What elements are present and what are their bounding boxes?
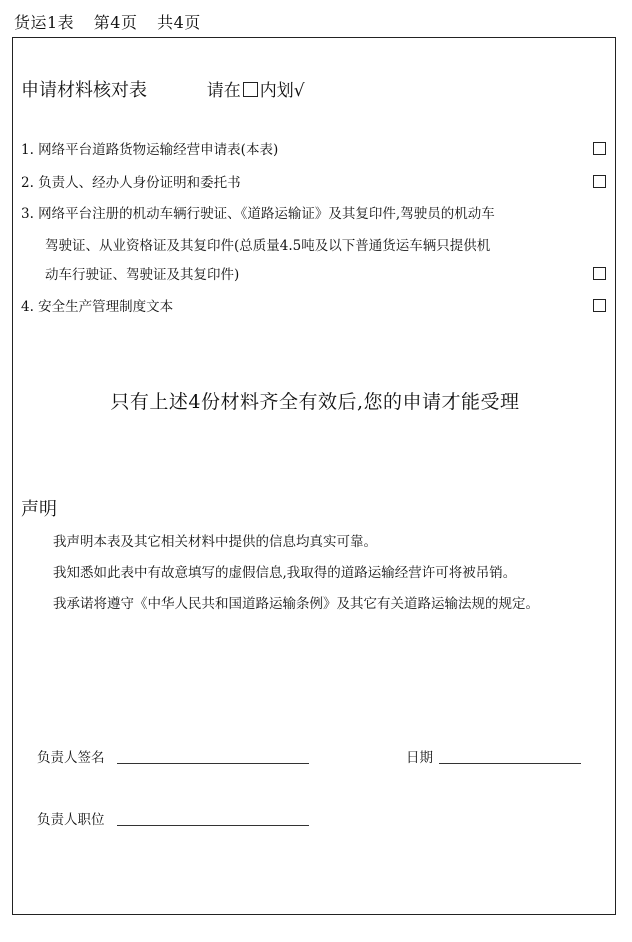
instruction-post: 内划√ [259,81,305,101]
checklist-item-4-label: 4. 安全生产管理制度文本 [21,299,174,315]
instruction-pre: 请在 [206,81,241,101]
declaration-line-2: 我知悉如此表中有故意填写的虚假信息,我取得的道路运输经营许可将被吊销。 [53,565,517,581]
form-header [14,10,215,33]
declaration-line-1: 我声明本表及其它相关材料中提供的信息均真实可靠。 [53,534,377,550]
checklist-item-1-checkbox[interactable] [593,142,606,155]
checklist-item-3-label-line-2: 驾驶证、从业资格证及其复印件(总质量4.5吨及以下普通货运车辆只提供机 [45,238,491,254]
checklist-title: 申请材料核对表 [21,80,147,101]
signature-field[interactable] [117,762,309,764]
declaration-title: 声明 [21,499,57,520]
form-frame [12,37,616,915]
checkbox-sample-icon [243,82,258,97]
checklist-item-2-checkbox[interactable] [593,175,606,188]
checklist-item-4-checkbox[interactable] [593,299,606,312]
page-number: 第4页 [93,13,138,32]
position-field[interactable] [117,824,309,826]
date-label: 日期 [406,750,433,766]
checklist-heading [21,76,305,102]
checklist-item-2-label: 2. 负责人、经办人身份证明和委托书 [21,175,241,191]
checklist-item-3-label-line-1: 3. 网络平台注册的机动车辆行驶证、《道路运输证》及其复印件,驾驶员的机动车 [21,206,495,222]
position-label: 负责人职位 [37,812,105,828]
checklist-instruction [207,81,305,101]
signature-label: 负责人签名 [37,750,105,766]
completeness-notice: 只有上述4份材料齐全有效后,您的申请才能受理 [110,391,520,413]
checklist-item-1-label: 1. 网络平台道路货物运输经营申请表(本表) [21,142,279,158]
form-id: 货运1表 [14,13,75,32]
checklist-item-3-label-line-3: 动车行驶证、驾驶证及其复印件) [45,267,240,283]
checklist-item-3-checkbox[interactable] [593,267,606,280]
declaration-line-3: 我承诺将遵守《中华人民共和国道路运输条例》及其它有关道路运输法规的规定。 [53,596,539,612]
date-field[interactable] [439,762,581,764]
page-total: 共4页 [157,13,201,32]
